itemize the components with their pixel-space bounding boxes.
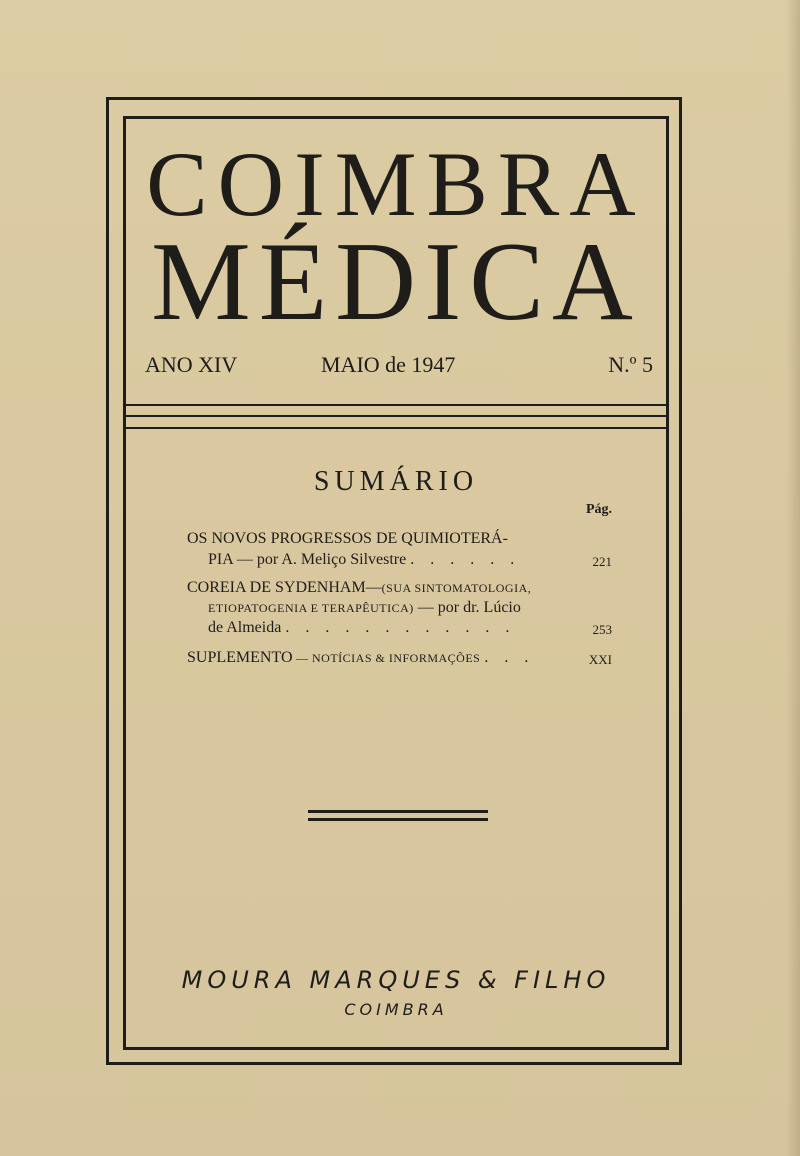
masthead-rule-top	[126, 404, 666, 406]
toc-entry-author: PIA — por A. Meliço Silvestre . . . . . .	[208, 551, 521, 568]
toc-entry-title: COREIA DE SYDENHAM—(SUA SINTOMATOLOGIA,	[187, 579, 532, 596]
toc-entry	[187, 530, 612, 569]
paper-edge-shadow	[786, 0, 800, 1156]
toc-entry-subtitle: (SUA SINTOMATOLOGIA,	[381, 581, 532, 595]
toc-entry-author: de Almeida . . . . . . . . . . . .	[208, 619, 516, 636]
publisher-city: COIMBRA	[344, 1000, 448, 1019]
contents-heading: SUMÁRIO	[313, 466, 479, 497]
toc-entry-page: XXI	[588, 652, 612, 667]
toc-entry-page: 221	[592, 554, 612, 569]
ornament-rule-top	[308, 810, 488, 813]
masthead-rule-bottom	[126, 427, 666, 429]
issue-info-row	[145, 352, 653, 382]
dot-leader: . . .	[484, 649, 535, 666]
masthead-rule-middle	[126, 415, 666, 417]
page-column-label: Pág.	[585, 502, 612, 517]
toc-entry	[187, 579, 612, 639]
ornament-rule-bottom	[308, 818, 488, 821]
toc-entry-title-cont: ETIOPATOGENIA E TERAPÊUTICA) — por dr. Lúcio	[208, 599, 521, 616]
toc-entry-page: 253	[592, 622, 612, 637]
toc-entry-title: OS NOVOS PROGRESSOS DE QUIMIOTERÁ-	[187, 530, 508, 547]
journal-title-line2: MÉDICA	[151, 220, 641, 344]
toc-entry-title: SUPLEMENTO — NOTÍCIAS & INFORMAÇÕES . . .	[187, 649, 535, 666]
dot-leader: . . . . . . . . . . . .	[285, 619, 516, 636]
publisher-name: MOURA MARQUES & FILHO	[181, 966, 611, 994]
toc-entry	[187, 649, 612, 671]
dot-leader: . . . . . .	[410, 551, 521, 568]
issue-date: MAIO de 1947	[321, 352, 456, 377]
year-of-publication: ANO XIV	[145, 352, 238, 377]
journal-title-line1: COIMBRA	[146, 133, 646, 235]
issue-number: N.º 5	[608, 352, 653, 377]
